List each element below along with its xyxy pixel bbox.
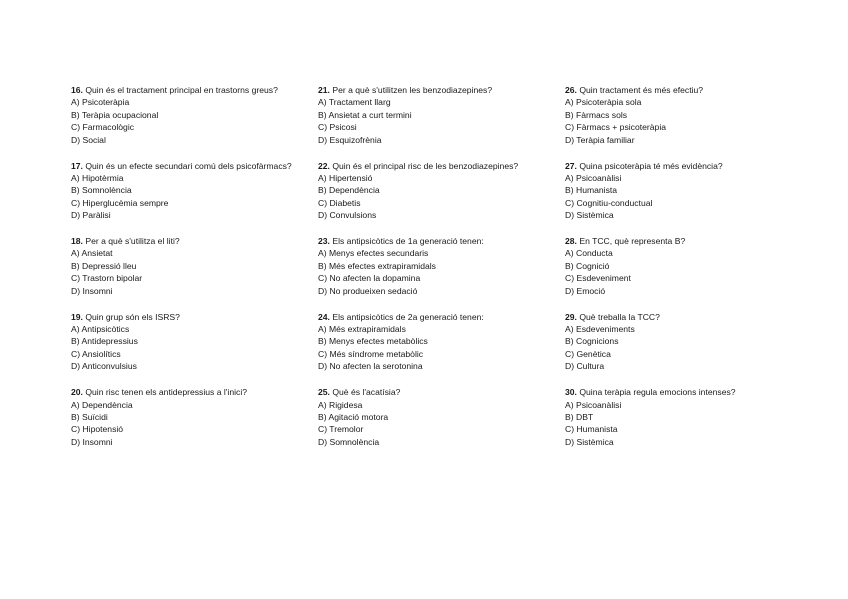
- option-c: C) Trastorn bipolar: [71, 273, 143, 284]
- question-text: [318, 160, 550, 172]
- question-17: [71, 160, 303, 222]
- question-prompt: Els antipsicòtics de 2a generació tenen:: [332, 311, 484, 322]
- question-number: 17.: [71, 160, 83, 171]
- question-number: 24.: [318, 311, 330, 322]
- question-prompt: Què és l'acatísia?: [332, 387, 401, 398]
- question-text: [565, 160, 797, 172]
- option-a: A) Antipsicòtics: [71, 324, 130, 334]
- option-c: C) Tremolor: [318, 424, 364, 435]
- option-a: A) Ansietat: [71, 248, 113, 259]
- question-28: [565, 235, 797, 297]
- question-prompt: Per a què s'utilitzen les benzodiazepines?: [332, 85, 493, 95]
- question-number: 18.: [71, 236, 83, 247]
- question-29: [565, 311, 797, 373]
- question-text: [318, 84, 550, 96]
- option-c: C) Fàrmacs + psicoteràpia: [565, 122, 667, 133]
- option-c: C) Diabetis: [318, 197, 361, 208]
- question-number: 28.: [565, 236, 577, 247]
- question-prompt: Quin grup són els ISRS?: [85, 311, 180, 322]
- question-text: [565, 235, 797, 247]
- question-text: [71, 160, 303, 172]
- option-b: B) Ansietat a curt termini: [318, 109, 412, 120]
- option-b: B) Fàrmacs sols: [565, 109, 628, 120]
- option-b: B) Més efectes extrapiramidals: [318, 260, 436, 271]
- question-text: [71, 84, 303, 96]
- question-prompt: Què treballa la TCC?: [579, 311, 660, 322]
- option-d: D) Emoció: [565, 285, 606, 296]
- question-number: 26.: [565, 85, 577, 95]
- question-prompt: Per a què s'utilitza el liti?: [85, 236, 180, 247]
- option-b: B) Menys efectes metabòlics: [318, 336, 428, 347]
- question-26: [565, 84, 797, 146]
- option-d: D) Paràlisi: [71, 210, 111, 221]
- question-19: [71, 311, 303, 373]
- question-30: [565, 386, 797, 448]
- question-prompt: Quin és el tractament principal en trastorns greus?: [85, 85, 278, 95]
- option-d: D) Cultura: [565, 361, 605, 372]
- option-d: D) No produeixen sedació: [318, 285, 418, 296]
- question-text: [565, 311, 797, 323]
- option-a: A) Psicoteràpia: [71, 97, 130, 108]
- question-prompt: Els antipsicòtics de 1a generació tenen:: [332, 236, 484, 247]
- option-b: B) Somnolència: [71, 185, 132, 196]
- option-c: C) Psicosi: [318, 122, 357, 133]
- option-a: A) Esdeveniments: [565, 324, 635, 334]
- question-text: [71, 311, 303, 323]
- option-a: A) Menys efectes secundaris: [318, 248, 429, 259]
- question-24: [318, 311, 550, 373]
- question-23: [318, 235, 550, 297]
- question-21: [318, 84, 550, 146]
- question-22: [318, 160, 550, 222]
- option-d: D) Esquizofrènia: [318, 134, 382, 145]
- question-number: 23.: [318, 236, 330, 247]
- option-b: B) Teràpia ocupacional: [71, 109, 159, 120]
- question-number: 25.: [318, 387, 330, 398]
- question-number: 16.: [71, 85, 83, 95]
- option-a: A) Dependència: [71, 399, 133, 410]
- question-prompt: Quin risc tenen els antidepressius a l'inici?: [85, 387, 248, 398]
- option-c: C) Genètica: [565, 348, 611, 359]
- question-25: [318, 386, 550, 448]
- option-b: B) Suïcidi: [71, 411, 108, 422]
- option-a: A) Psicoanàlisi: [565, 399, 622, 410]
- option-d: D) Convulsions: [318, 210, 377, 221]
- option-c: C) Ansiolítics: [71, 348, 121, 359]
- column-3: [565, 84, 797, 462]
- question-number: 27.: [565, 160, 577, 171]
- question-18: [71, 235, 303, 297]
- option-c: C) No afecten la dopamina: [318, 273, 421, 284]
- option-a: A) Conducta: [565, 248, 613, 259]
- question-prompt: Quina psicoteràpia té més evidència?: [579, 160, 723, 171]
- option-c: C) Humanista: [565, 424, 618, 435]
- option-c: C) Esdeveniment: [565, 273, 631, 284]
- option-c: C) Farmacològic: [71, 122, 135, 133]
- option-d: D) Teràpia familiar: [565, 134, 635, 145]
- option-a: A) Psicoanàlisi: [565, 172, 622, 183]
- question-number: 29.: [565, 311, 577, 322]
- option-a: A) Més extrapiramidals: [318, 324, 406, 334]
- option-b: B) Cognició: [565, 260, 610, 271]
- option-b: B) Antidepressius: [71, 336, 138, 347]
- column-1: [71, 84, 303, 462]
- question-prompt: Quin és el principal risc de les benzodiazepines?: [332, 160, 519, 171]
- question-number: 21.: [318, 85, 330, 95]
- question-number: 22.: [318, 160, 330, 171]
- question-text: [318, 311, 550, 323]
- option-d: D) Sistèmica: [565, 436, 614, 447]
- option-d: D) Somnolència: [318, 436, 380, 447]
- question-text: [565, 84, 797, 96]
- column-2: [318, 84, 550, 462]
- option-a: A) Rigidesa: [318, 399, 363, 410]
- option-c: C) Hipotensió: [71, 424, 124, 435]
- question-prompt: Quina teràpia regula emocions intenses?: [579, 387, 736, 398]
- question-text: [318, 386, 550, 398]
- option-b: B) Agitació motora: [318, 411, 389, 422]
- option-d: D) Social: [71, 134, 106, 145]
- option-a: A) Hipotèrmia: [71, 172, 124, 183]
- option-d: D) Insomni: [71, 285, 113, 296]
- question-text: [318, 235, 550, 247]
- question-text: [71, 386, 303, 398]
- question-text: [565, 386, 797, 398]
- option-d: D) Insomni: [71, 436, 113, 447]
- question-prompt: En TCC, què representa B?: [579, 236, 686, 247]
- question-27: [565, 160, 797, 222]
- option-c: C) Més síndrome metabòlic: [318, 348, 424, 359]
- option-b: B) Depressió lleu: [71, 260, 137, 271]
- option-c: C) Hiperglucèmia sempre: [71, 197, 169, 208]
- question-number: 30.: [565, 387, 577, 398]
- option-d: D) Anticonvulsius: [71, 361, 137, 372]
- question-16: [71, 84, 303, 146]
- option-c: C) Cognitiu-conductual: [565, 197, 653, 208]
- option-b: B) Humanista: [565, 185, 618, 196]
- question-prompt: Quin és un efecte secundari comú dels psicofàrmacs?: [85, 160, 292, 171]
- question-text: [71, 235, 303, 247]
- option-a: A) Hipertensió: [318, 172, 373, 183]
- option-a: A) Psicoteràpia sola: [565, 97, 642, 108]
- option-b: B) Dependència: [318, 185, 380, 196]
- option-d: D) Sistèmica: [565, 210, 614, 221]
- option-b: B) DBT: [565, 411, 594, 422]
- question-prompt: Quin tractament és més efectiu?: [579, 85, 704, 95]
- question-number: 20.: [71, 387, 83, 398]
- question-20: [71, 386, 303, 448]
- option-b: B) Cognicions: [565, 336, 619, 347]
- option-a: A) Tractament llarg: [318, 97, 391, 108]
- question-number: 19.: [71, 311, 83, 322]
- option-d: D) No afecten la serotonina: [318, 361, 423, 372]
